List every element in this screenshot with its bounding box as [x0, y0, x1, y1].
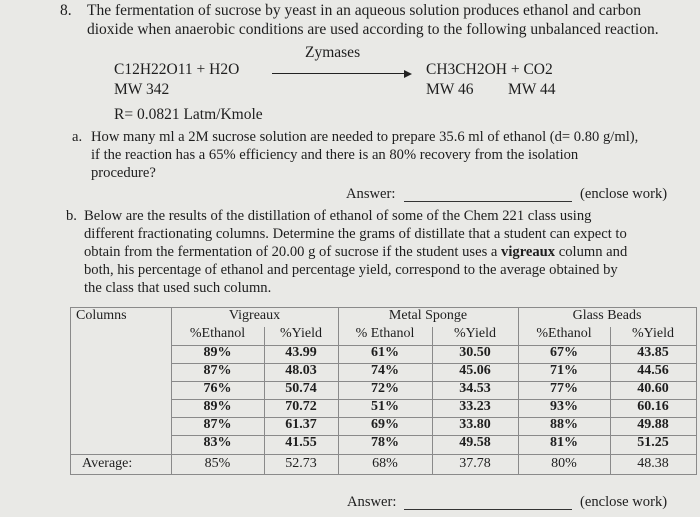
table-cell: 48.03	[285, 363, 317, 378]
group-header-glass-beads: Glass Beads	[572, 308, 642, 323]
part-b-line-5: the class that used such column.	[84, 280, 272, 296]
table-cell: 93%	[550, 399, 578, 414]
table-cell: 49.88	[637, 417, 669, 432]
answer-blank-b[interactable]	[404, 509, 572, 510]
table-cell: 70.72	[285, 399, 317, 414]
table-cell: 83%	[203, 435, 232, 450]
results-table	[70, 307, 697, 475]
gas-constant: R= 0.0821 Latm/Kmole	[114, 106, 263, 123]
table-cell: 76%	[203, 381, 232, 396]
table-cell: 30.50	[459, 345, 491, 360]
table-cell: 67%	[550, 345, 578, 360]
answer-label-b: Answer:	[347, 494, 397, 510]
table-cell: 45.06	[459, 363, 491, 378]
table-cell: 60.16	[637, 399, 669, 414]
group-header-vigreaux: Vigreaux	[228, 308, 281, 323]
table-cell: 74%	[371, 363, 399, 378]
subheader-yield-2: %Yield	[454, 326, 496, 341]
average-cell: 85%	[204, 456, 231, 471]
subheader-ethanol-1: %Ethanol	[189, 326, 246, 341]
average-cell: 37.78	[459, 456, 491, 471]
subheader-ethanol-2: % Ethanol	[355, 326, 415, 341]
answer-label-a: Answer:	[346, 186, 396, 202]
part-a-line-2: if the reaction has a 65% efficiency and there is an 80% recovery from the isolation	[91, 147, 579, 163]
part-b-line-2: different fractionating columns. Determine the grams of distillate that a student can expect to	[84, 226, 627, 242]
table-cell: 78%	[371, 435, 399, 450]
table-cell: 61%	[371, 345, 399, 360]
question-text-line-2: dioxide when anaerobic conditions are used according to the following unbalanced reaction.	[87, 21, 659, 38]
table-cell: 33.23	[459, 399, 491, 414]
reaction-arrow	[272, 70, 412, 78]
part-b-line-1: Below are the results of the distillation of ethanol of some of the Chem 221 class using	[84, 208, 592, 224]
average-cell: 52.73	[285, 456, 317, 471]
table-cell: 50.74	[285, 381, 317, 396]
average-cell: 80%	[551, 456, 577, 471]
products: CH3CH2OH + CO2	[426, 61, 553, 78]
table-cell: 87%	[203, 417, 232, 432]
col-header-columns: Columns	[76, 308, 127, 323]
part-b-line-4: both, his percentage of ethanol and percentage yield, correspond to the average obtained by	[84, 262, 618, 278]
table-cell: 81%	[550, 435, 578, 450]
ethanol-mw: MW 46	[426, 81, 474, 98]
group-header-metal-sponge: Metal Sponge	[388, 308, 468, 323]
subheader-yield-1: %Yield	[280, 326, 322, 341]
table-cell: 43.85	[637, 345, 669, 360]
enclose-work-b: (enclose work)	[580, 494, 668, 510]
table-cell: 49.58	[459, 435, 491, 450]
table-cell: 71%	[550, 363, 578, 378]
table-cell: 61.37	[285, 417, 317, 432]
table-cell: 69%	[371, 417, 399, 432]
table-cell: 72%	[371, 381, 399, 396]
reactant-mw: MW 342	[114, 81, 170, 98]
table-cell: 89%	[203, 399, 232, 414]
subheader-ethanol-3: %Ethanol	[536, 326, 592, 341]
table-cell: 41.55	[285, 435, 317, 450]
table-cell: 33.80	[459, 417, 491, 432]
table-cell: 40.60	[637, 381, 669, 396]
question-number: 8.	[60, 2, 72, 19]
average-cell: 48.38	[637, 456, 669, 471]
subheader-yield-3: %Yield	[632, 326, 674, 341]
table-cell: 51%	[371, 399, 399, 414]
table-cell: 34.53	[459, 381, 491, 396]
part-b-letter: b.	[66, 208, 77, 224]
answer-blank-a[interactable]	[404, 201, 572, 202]
table-cell: 77%	[550, 381, 578, 396]
table-cell: 51.25	[637, 435, 669, 450]
table-cell: 87%	[203, 363, 232, 378]
question-text-line-1: The fermentation of sucrose by yeast in an aqueous solution produces ethanol and carbon	[87, 2, 641, 19]
part-a-line-1: How many ml a 2M sucrose solution are needed to prepare 35.6 ml of ethanol (d= 0.80 g/ml),	[91, 129, 639, 145]
co2-mw: MW 44	[508, 81, 556, 98]
catalyst-label: Zymases	[305, 44, 361, 61]
part-a-letter: a.	[72, 129, 83, 145]
table-cell: 43.99	[285, 345, 317, 360]
table-cell: 89%	[203, 345, 232, 360]
enclose-work-a: (enclose work)	[580, 186, 668, 202]
part-b-line-3: obtain from the fermentation of 20.00 g of sucrose if the student uses a vigreaux column and	[84, 244, 628, 260]
table-cell: 44.56	[637, 363, 669, 378]
table-cell: 88%	[550, 417, 578, 432]
reactants: C12H22O11 + H2O	[114, 61, 240, 78]
average-cell: 68%	[372, 456, 398, 471]
average-label: Average:	[82, 456, 133, 471]
part-a-line-3: procedure?	[91, 165, 156, 181]
